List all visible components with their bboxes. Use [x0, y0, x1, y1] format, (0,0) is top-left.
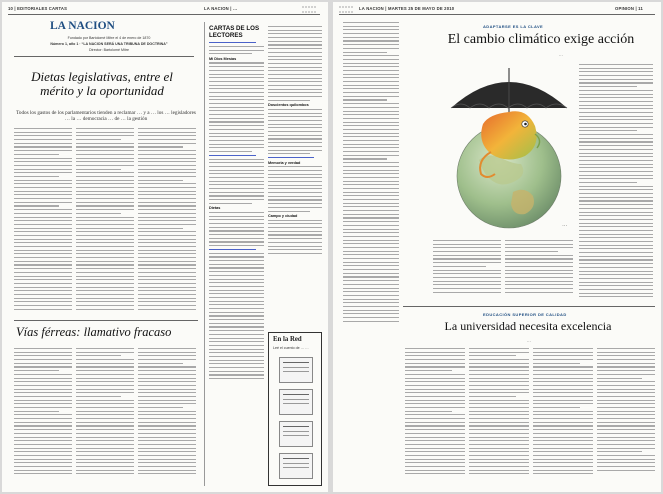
letters-email-link[interactable] [209, 42, 256, 43]
editorial-1-deck: Todos los gastos de los parlamentarios tienden a reclamar … y a … los … legisladores … la … democracia … de … la gestión [16, 110, 196, 123]
article-2-column-2 [469, 348, 529, 486]
article-1-column-1 [343, 22, 399, 322]
editorial-1-column-2 [76, 128, 134, 314]
red-thumbnail-3[interactable] [279, 421, 313, 447]
letter-heading-3: Memoria y verdad [268, 160, 301, 165]
article-2-byline: … [527, 338, 531, 343]
editorial-2-column-2 [76, 348, 134, 486]
article-1-column-3 [579, 64, 653, 300]
right-folio-section: OPINION | 11 [615, 6, 644, 11]
editorial-divider [14, 320, 198, 321]
editorial-2-column-1 [14, 348, 72, 486]
article-1-column-5 [505, 240, 573, 300]
top-rule [8, 14, 320, 15]
left-page [2, 2, 328, 492]
en-la-red-subtitle: Leé el cuento de … … [273, 346, 309, 350]
letter-heading-4: Dietas [209, 206, 221, 211]
letter-4-email-link[interactable] [209, 249, 256, 250]
letters-column-2 [268, 26, 322, 326]
article-2-column-1 [405, 348, 465, 486]
letter-heading-2: Doscientos quilombos [268, 103, 309, 108]
letter-heading-1: Mi Dios Mesías [209, 56, 237, 61]
red-thumbnail-1[interactable] [279, 357, 313, 383]
article-1-byline: … [559, 52, 563, 57]
editorial-1-column-3 [138, 128, 196, 314]
article-1-column-4 [433, 240, 501, 300]
motto: Número 1, año 1 · “LA NACION SERÁ UNA TRIBUNA DE DOCTRINA” [50, 42, 168, 46]
editorial-1-headline: Dietas legislativas, entre el mérito y la oportunidad [31, 69, 173, 99]
letters-separator [204, 22, 205, 486]
editor-line: Director: Bartolomé Mitre [89, 48, 129, 52]
editorial-2-headline: Vías férreas: llamativo fracaso [16, 325, 172, 339]
letters-title: CARTAS DE LOS LECTORES [209, 25, 260, 39]
letter-1-email-link[interactable] [209, 155, 256, 156]
en-la-red-title: En la Red [273, 336, 302, 343]
illustrator-signature: … [562, 223, 567, 228]
right-folio: LA NACION | MARTES 25 DE MAYO DE 2010 [359, 6, 455, 11]
red-thumbnail-2[interactable] [279, 389, 313, 415]
article-1-kicker: ADAPTARSE ES LA CLAVE [483, 24, 544, 29]
left-folio: 10 | EDITORIALES CARTAS [8, 6, 68, 11]
masthead-rule [14, 56, 194, 57]
article-divider [403, 306, 655, 307]
top-rule [339, 14, 655, 15]
letter-2-email-link[interactable] [268, 157, 314, 158]
founded-line: Fundado por Bartolomé Mitre el 4 de enero de 1870 [67, 36, 151, 40]
article-2-column-4 [597, 348, 655, 486]
letter-heading-6: Campo y ciudad [268, 214, 298, 219]
climate-illustration [433, 64, 573, 236]
editorial-masthead: LA NACION [50, 20, 115, 32]
editorial-1-column-1 [14, 128, 72, 314]
page-corner-dots [302, 6, 316, 14]
letters-column-1 [209, 42, 264, 486]
en-la-red-box [268, 332, 322, 486]
red-thumbnail-4[interactable] [279, 453, 313, 479]
article-1-headline: El cambio climático exige acción [447, 32, 635, 47]
article-2-headline: La universidad necesita excelencia [444, 319, 612, 333]
editorial-2-column-3 [138, 348, 196, 486]
left-folio-center: LA NACION | … [204, 6, 238, 11]
article-2-column-3 [533, 348, 593, 486]
right-page [333, 2, 661, 492]
article-2-kicker: EDUCACIÓN SUPERIOR DE CALIDAD [483, 312, 567, 317]
page-corner-dots [339, 6, 353, 14]
